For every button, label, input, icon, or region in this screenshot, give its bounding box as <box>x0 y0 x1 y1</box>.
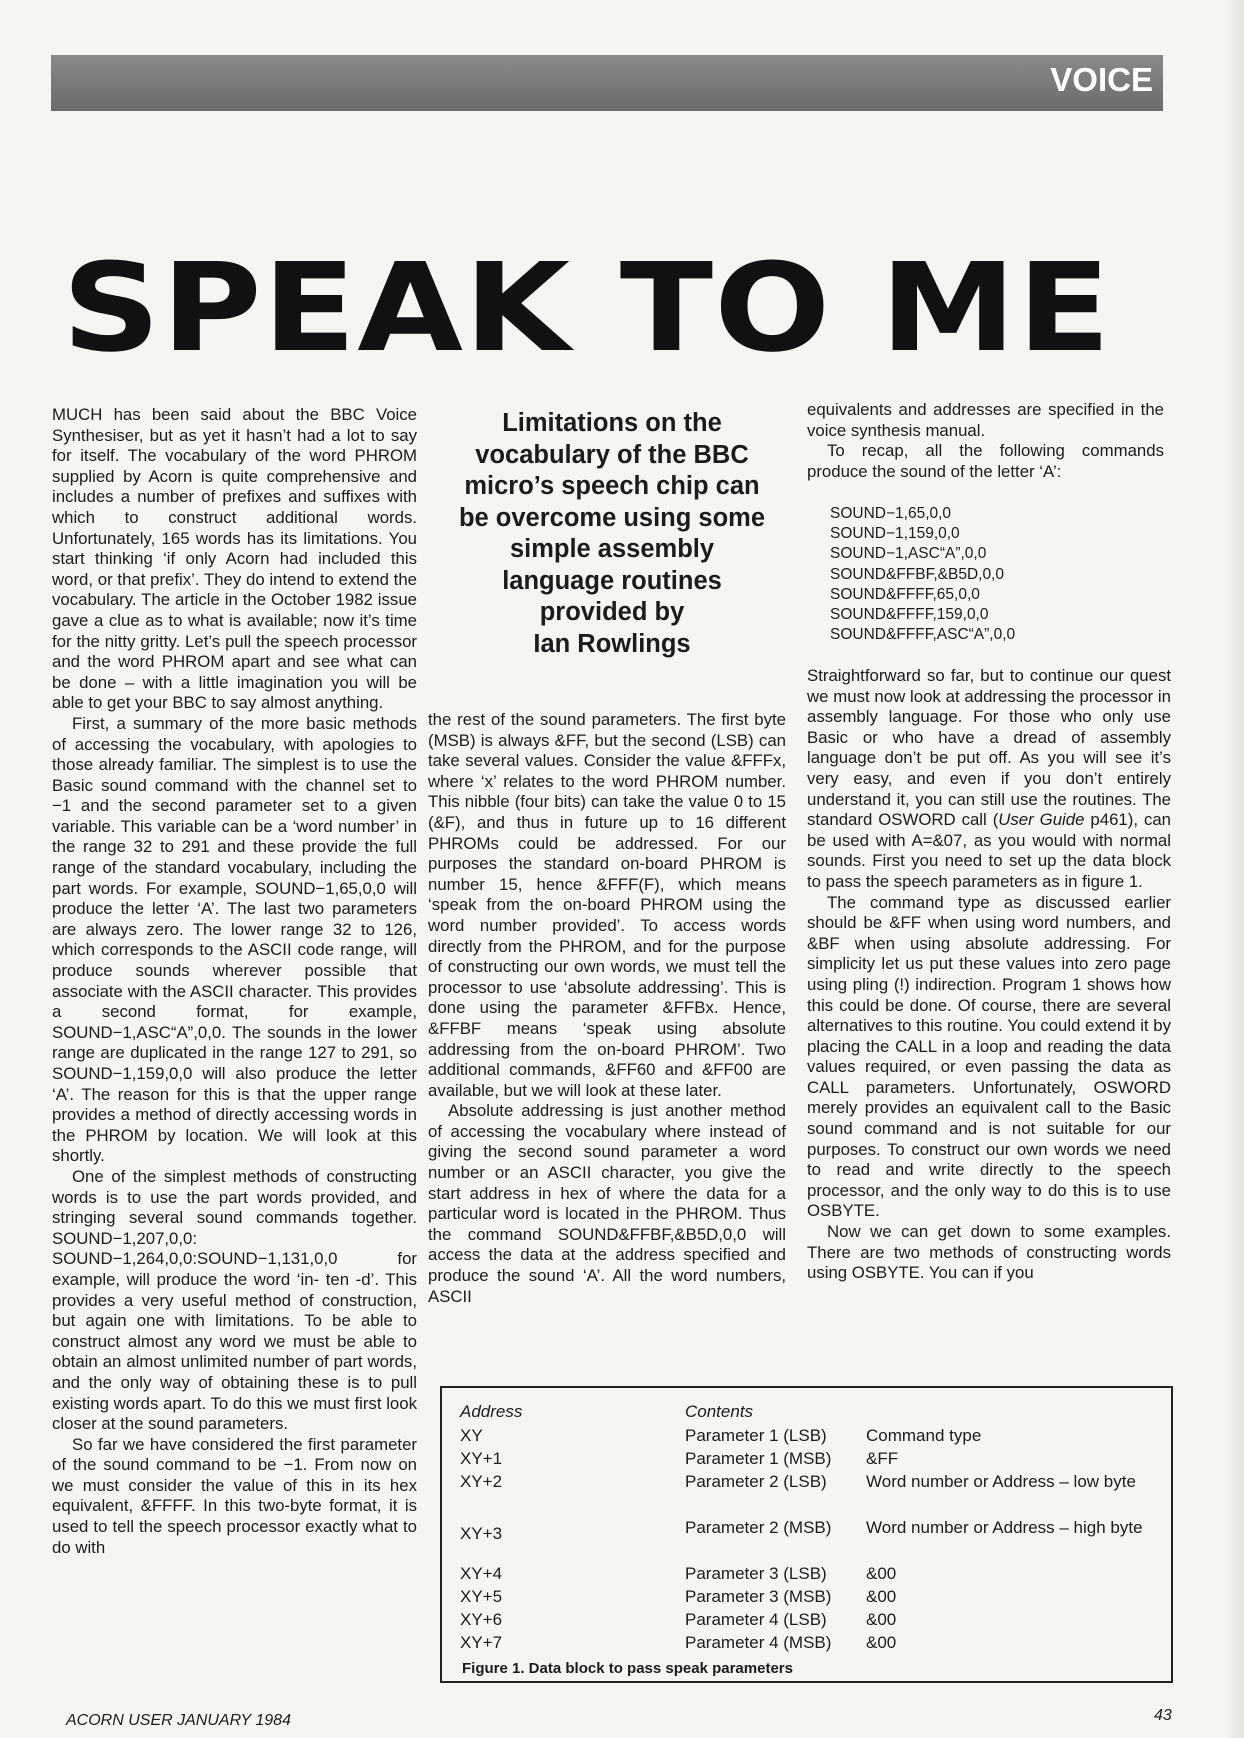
header-address: Address <box>460 1402 523 1421</box>
cell-description: &FF <box>866 1449 899 1468</box>
code-line: SOUND−1,ASC“A”,0,0 <box>830 545 987 563</box>
body-paragraph: equivalents and addresses are specified in the voice synthesis manual. <box>807 400 1164 440</box>
section-header-bar <box>51 55 1163 111</box>
code-line: SOUND−1,159,0,0 <box>830 525 960 543</box>
cell-address: XY+6 <box>460 1610 503 1629</box>
cell-parameter: Parameter 4 (LSB) <box>685 1610 827 1629</box>
cell-description: Word number or Address – high byte <box>866 1518 1143 1537</box>
body-paragraph: The command type as discussed earlier should be &FF when using word numbers, and &BF when using absolute addressing. For simplicity let us put these values into zero page using pling (!) indirection. Program 1 shows how this could be done. Of course, there are several alternatives to this routine. You could extend it by placing the CALL in a loop and reading the data values required, or even passing the data as CALL parameters. Unfortunately, OSWORD merely provides an equivalent call to the Basic sound command and is not suitable for our purposes. To construct our own words we need to read and write directly to the speech processor, and the only way to do this is to use OSBYTE. <box>807 892 1171 1221</box>
body-paragraph: To recap, all the following commands produce the sound of the letter ‘A’: <box>807 441 1164 481</box>
cell-address: XY+4 <box>460 1564 503 1583</box>
body-paragraph <box>807 666 1171 893</box>
code-line: SOUND&FFFF,159,0,0 <box>830 606 989 624</box>
standfirst-line: language routines <box>502 566 722 595</box>
cell-address: XY+1 <box>460 1449 503 1468</box>
body-paragraph: Now we can get down to some examples. There are two methods of constructing words using OSBYTE. You can if you <box>807 1222 1171 1283</box>
cell-address: XY+5 <box>460 1587 503 1606</box>
cell-address: XY+7 <box>460 1633 503 1652</box>
code-line: SOUND−1,65,0,0 <box>830 505 952 522</box>
cell-parameter: Parameter 3 (LSB) <box>685 1564 827 1583</box>
standfirst-line: provided by <box>539 598 685 626</box>
cell-parameter: Parameter 2 (LSB) <box>685 1472 827 1491</box>
cell-address: XY+2 <box>460 1472 503 1491</box>
cell-parameter: Parameter 1 (LSB) <box>685 1426 827 1445</box>
section-label: VOICE <box>1050 61 1153 98</box>
cell-description: &00 <box>866 1610 897 1629</box>
text-run: p461), can be used with A=&07, as you would with normal sounds. First you need to set up the data block to pass the speech parameters as in figure 1. <box>807 810 1172 891</box>
cell-description: Word number or Address – low byte <box>866 1472 1136 1491</box>
body-column-right-top <box>807 400 1164 482</box>
cell-address: XY+3 <box>460 1524 503 1543</box>
body-paragraph: One of the simplest methods of constructing words is to use the part words provided, and stringing several sound commands together. SOUND−1,207,0,0: SOUND−1,264,0,0:SOUND−1,131,0,0 for example, will produce the word ‘in- ten -d’. This provides a very useful method of construction, but again one with limitations. To be able to construct almost any word we must be able to obtain an almost unlimited number of part words, and the only way of obtaining these is to pull existing words apart. To do this we must first look closer at the sound parameters. <box>52 1166 417 1434</box>
headline: SPEAK TO ME <box>62 237 1112 379</box>
body-paragraph: So far we have considered the first parameter of the sound command to be −1. From now on we must consider the value of this in its hex equivalent, &FFFF. In this two-byte format, it is used to tell the speech processor exactly what to do with <box>52 1434 417 1557</box>
standfirst-line: Limitations on the <box>502 409 722 437</box>
body-column-middle <box>428 710 786 1307</box>
standfirst-line: Ian Rowlings <box>533 629 691 658</box>
book-title: User Guide <box>998 810 1085 830</box>
footer-publication: ACORN USER JANUARY 1984 <box>66 1712 291 1729</box>
standfirst-line: be overcome using some <box>458 503 766 532</box>
figure-caption: Figure 1. Data block to pass speak parameters <box>462 1660 793 1677</box>
text-run: Straightforward so far, but to continue our quest we must now look at addressing the processor in assembly language. For those who only use Basic or who have a dread of assembly language don’t be put off. As you will see it’s very easy, and even if you don’t entirely understand it, you can still use the routines. The standard OSWORD call ( <box>807 666 1171 830</box>
body-paragraph: First, a summary of the more basic methods of accessing the vocabulary, with apologies to those already familiar. The simplest is to use the Basic sound command with the channel set to −1 and the second parameter set to a given variable. This variable can be a ‘word number’ in the range 32 to 291 and these provide the full range of the standard vocabulary, including the part words. For example, SOUND−1,65,0,0 will produce the letter ‘A’. The last two parameters are always zero. The lower range 32 to 126, which corresponds to the ASCII code range, will produce sounds wherever possible that associate with the ASCII character. This provides a second format, for example, SOUND−1,ASC“A”,0,0. The sounds in the lower range are duplicated in the range 127 to 291, so SOUND−1,159,0,0 will also produce the letter ‘A’. The reason for this is that the upper range provides a method of directly accessing words in the PHROM by location. We will look at this shortly. <box>52 713 417 1166</box>
header-contents: Contents <box>685 1402 754 1421</box>
body-paragraph: the rest of the sound parameters. The first byte (MSB) is always &FF, but the second (LSB) can take several values. Consider the value &FFFx, where ‘x’ relates to the word PHROM number. This nibble (four bits) can take the value 0 to 15 (&F), and thus in future up to 16 different PHROMs could be addressed. For our purposes the standard on-board PHROM is number 15, hence &FFF(F), which means ‘speak from the on-board PHROM using the word number provided’. To access words directly from the PHROM, and for the purpose of constructing our own words, we must tell the processor to use ‘absolute addressing’. This is done using the parameter &FFBx. Hence, &FFBF means ‘speak using absolute addressing from the on-board PHROM’. Two additional commands, &FF60 and &FF00 are available, but we will look at these later. <box>428 710 786 1100</box>
figure-1-table <box>440 1386 1173 1683</box>
cell-address: XY <box>460 1426 483 1445</box>
cell-description: &00 <box>866 1564 897 1583</box>
cell-parameter: Parameter 3 (MSB) <box>685 1587 832 1606</box>
standfirst-line: micro’s speech chip can <box>464 472 760 500</box>
cell-description: Command type <box>866 1426 982 1445</box>
cell-parameter: Parameter 2 (MSB) <box>685 1518 832 1537</box>
standfirst <box>432 408 792 660</box>
standfirst-line: simple assembly <box>509 535 715 563</box>
page-number: 43 <box>1154 1707 1172 1724</box>
code-line: SOUND&FFFF,ASC“A”,0,0 <box>830 626 1016 644</box>
standfirst-line: vocabulary of the BBC <box>475 440 749 469</box>
code-line: SOUND&FFBF,&B5D,0,0 <box>830 565 1004 583</box>
cell-parameter: Parameter 4 (MSB) <box>685 1633 832 1652</box>
page-edge-shadow <box>1224 0 1244 1738</box>
cell-parameter: Parameter 1 (MSB) <box>685 1449 832 1468</box>
body-paragraph: Absolute addressing is just another method of accessing the vocabulary where instead of giving the second sound parameter a word number or an ASCII character, you give the start address in hex of where the data for a particular word is located in the PHROM. Thus the command SOUND&FFBF,&B5D,0,0 will access the data at the address specified and produce the sound ‘A’. All the word numbers, ASCII <box>428 1101 786 1306</box>
cell-description: &00 <box>866 1587 897 1606</box>
code-line: SOUND&FFFF,65,0,0 <box>830 585 980 603</box>
body-column-left <box>52 405 417 1558</box>
cell-description: &00 <box>866 1633 897 1652</box>
body-paragraph: MUCH has been said about the BBC Voice Synthesiser, but as yet it hasn’t had a lot to say for itself. The vocabulary of the word PHROM supplied by Acorn is quite comprehensive and includes a number of prefixes and suffixes with which to construct additional words. Unfortunately, 165 words has its limitations. You start thinking ‘if only Acorn had included this word, or that prefix’. They do intend to extend the vocabulary. The article in the October 1982 issue gave a clue as to what is available; now it’s time for the nitty gritty. Let’s pull the speech processor and the word PHROM apart and see what can be done – with a little imagination you will be able to get your BBC to say almost anything. <box>52 405 417 713</box>
code-listing <box>830 504 1130 645</box>
body-column-right <box>807 666 1171 1284</box>
